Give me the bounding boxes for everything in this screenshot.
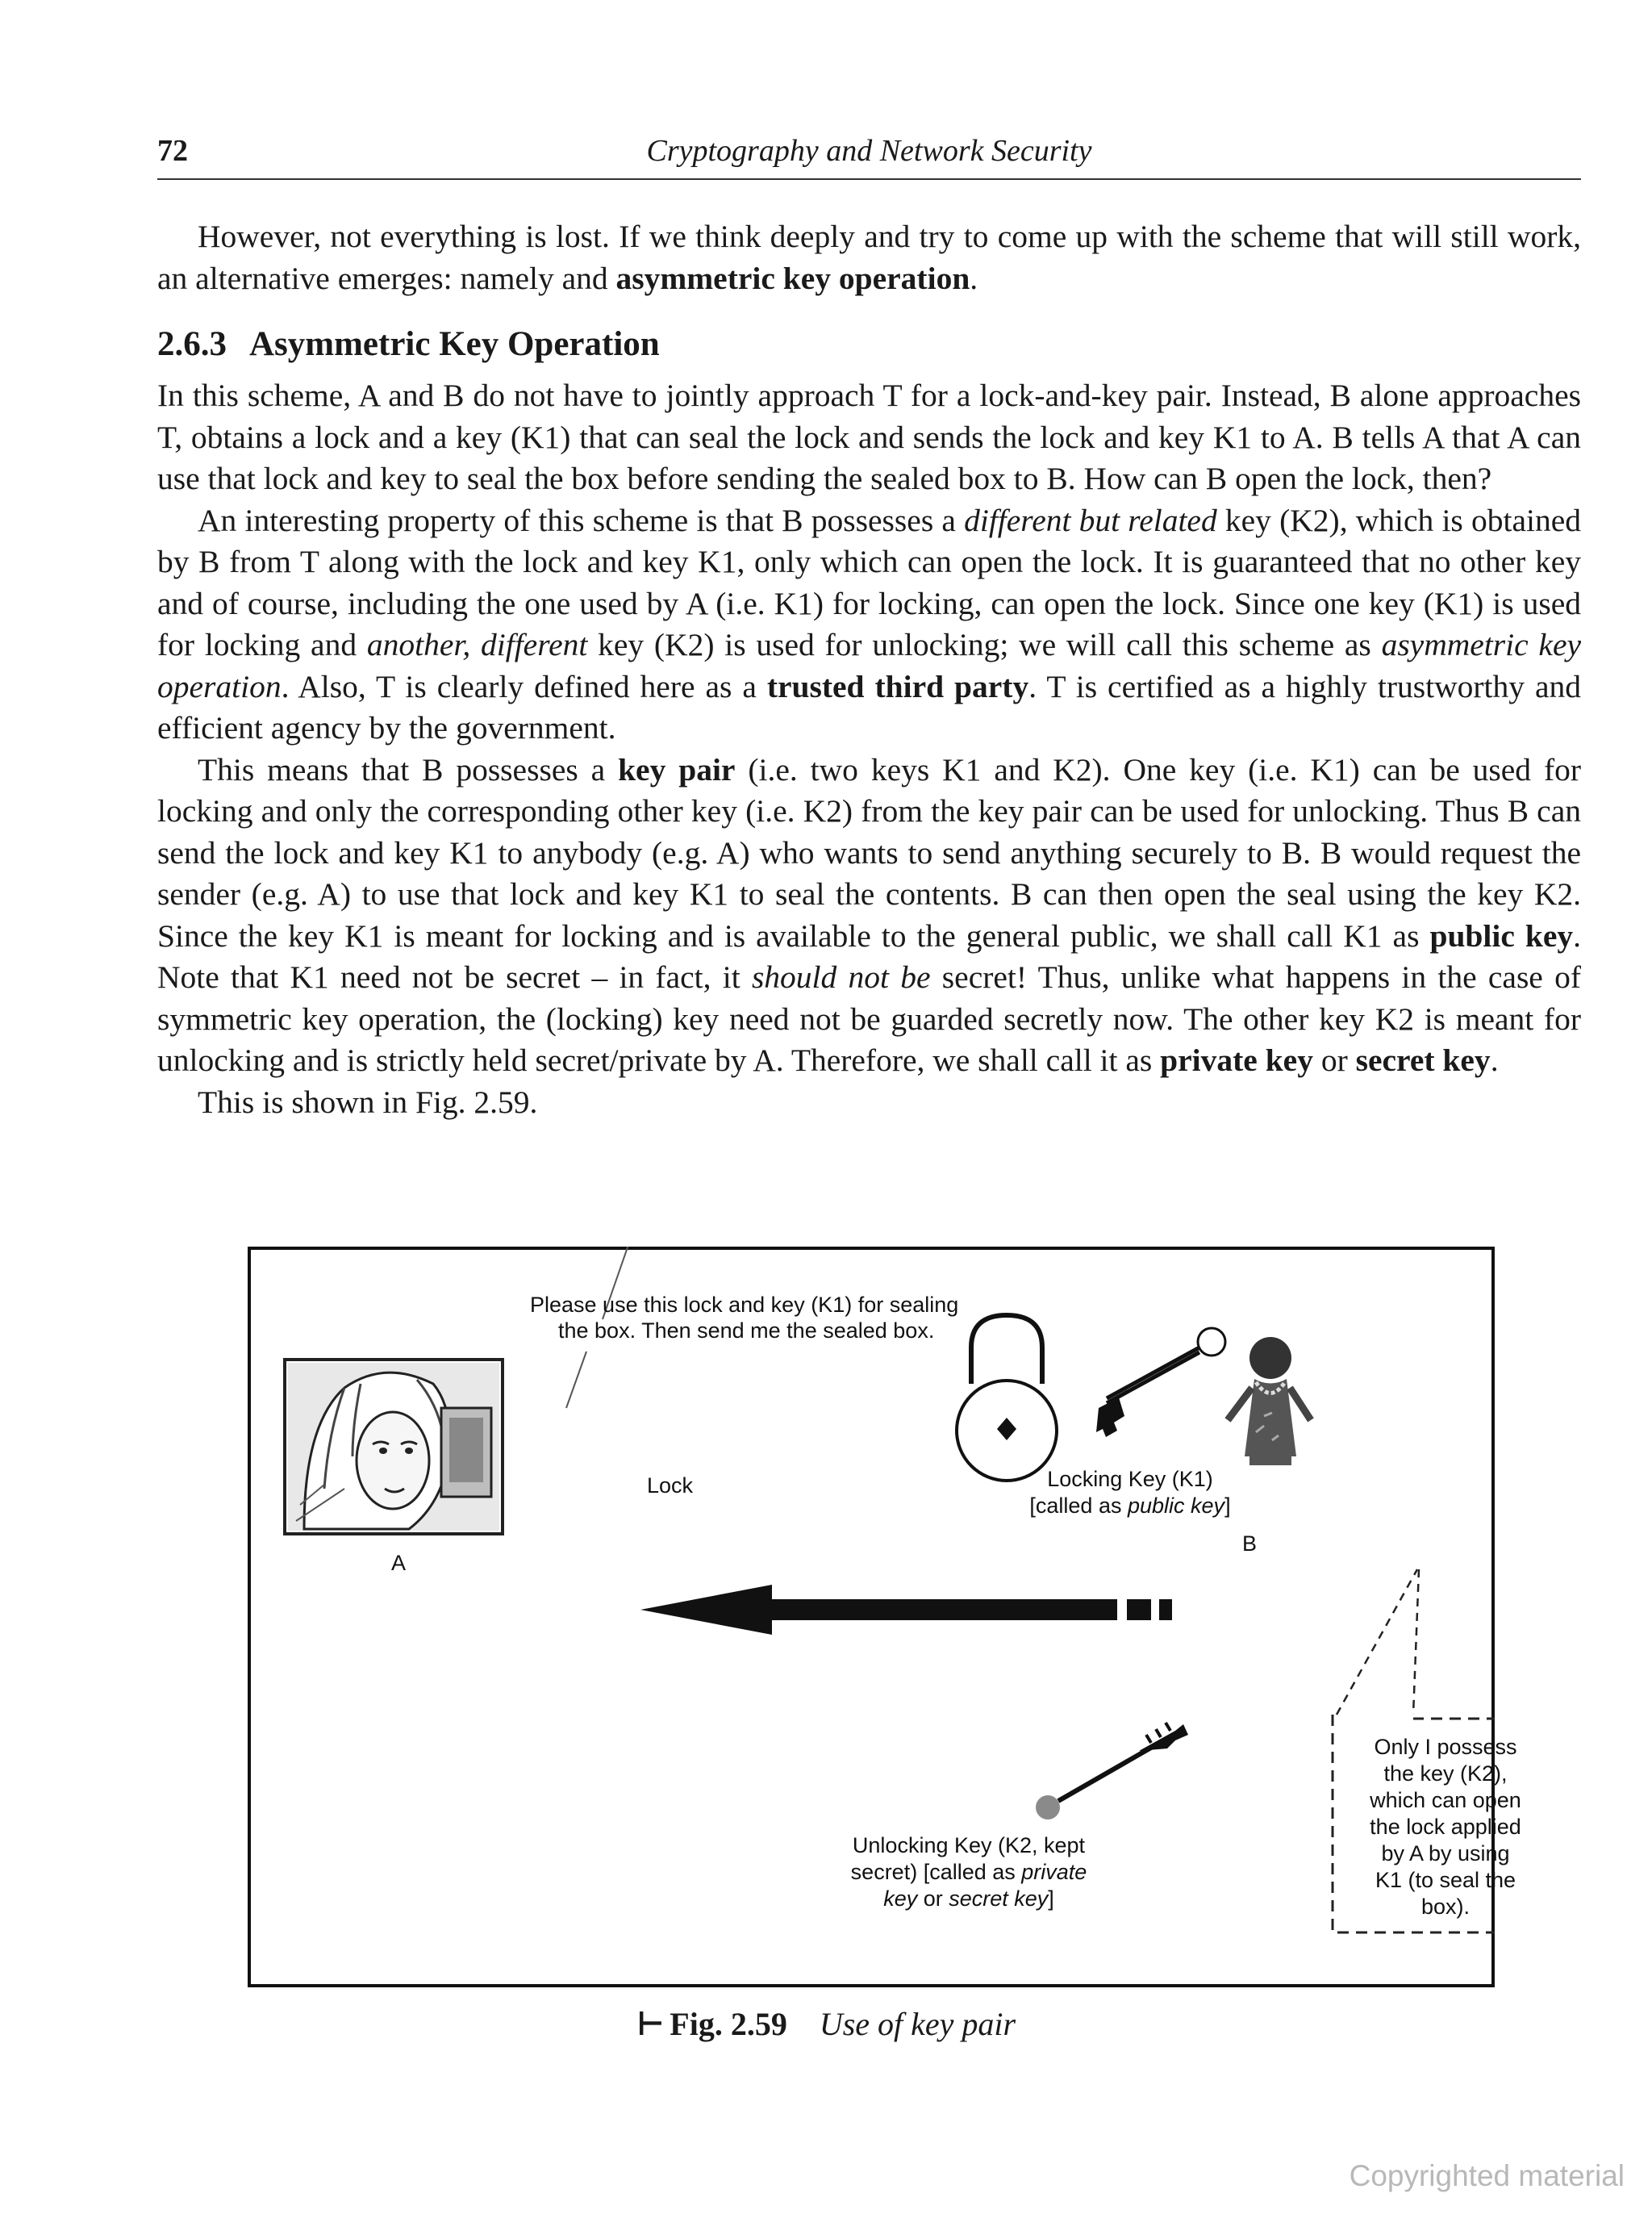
speech-line-1: Please use this lock and key (K1) for sealing: [530, 1293, 959, 1317]
term-public-key: public key: [1429, 917, 1574, 954]
term-asymmetric-key-operation: asymmetric key operation: [615, 260, 970, 296]
intro-paragraph: However, not everything is lost. If we think deeply and try to come up with the scheme that will still work, an alternative emerges: namely and asymmetric key operation.: [157, 219, 1581, 296]
paragraph-4: This is shown in Fig. 2.59.: [198, 1084, 538, 1120]
section-number: 2.6.3: [157, 325, 227, 363]
term-trusted-third-party: trusted third party: [766, 668, 1029, 704]
caption-title: Use of key pair: [819, 2006, 1016, 2042]
copyright-watermark: Copyrighted material: [1349, 2159, 1625, 2192]
term-key-pair: key pair: [618, 751, 736, 788]
unlocking-key-icon: [1036, 1723, 1188, 1819]
label-b: B: [1242, 1531, 1258, 1556]
arrow-b-to-a: [640, 1585, 1172, 1635]
note-text: Only I possess the key (K2), which can open the lock applied by A by using K1 (to seal the box).: [1370, 1735, 1521, 1919]
locking-key-label: Locking Key (K1) [called as public key]: [1029, 1467, 1231, 1518]
lock-label: Lock: [647, 1473, 694, 1498]
section-heading: [157, 324, 1581, 366]
paragraph-2: An interesting property of this scheme is that B possesses a different but related key (K2), which is obtained by B from T along with the lock and key K1, only which can open the lock. It is guaranteed that no other key and of course, including the one used by A (i.e. K1) for locking, can open the lock. Since one key (K1) is used for locking and another, different key (K2) is used for unlocking; we will call this scheme as asymmetric key operation. Also, T is clearly defined here as a trusted third party. T is certified as a highly trustworthy and efficient agency by the government.: [157, 502, 1582, 746]
paragraph-3: This means that B possesses a key pair (i.e. two keys K1 and K2). One key (i.e. K1) can be used for locking and only the corresponding other key (i.e. K2) from the key pair can be used for unlocking. Thus B can send the lock and key K1 to anybody (e.g. A) who wants to send anything securely to B. B would request the sender (e.g. A) to use that lock and key K1 to seal the contents. B can then open the seal using the key K2. Since the key K1 is meant for locking and is available to the general public, we shall call K1 as public key. Note that K1 need not be secret – in fact, it should not be secret! Thus, unlike what happens in the case of symmetric key operation, the (locking) key need not be guarded secretly now. The other key K2 is meant for unlocking and is strictly held secret/private by A. Therefore, we shall call it as private key or secret key.: [157, 751, 1582, 1078]
person-b-illustration: [1228, 1337, 1311, 1465]
figure-2-59: [248, 1247, 1521, 1987]
locking-key-icon: [1096, 1328, 1225, 1437]
page-header: [157, 133, 1581, 180]
paragraph-1: In this scheme, A and B do not have to jointly approach T for a lock-and-key pair. Instead, B alone approaches T, obtains a lock and a key (K1) that can seal the lock and sends the lock and key K1 to A. B tells A that A can use that lock and key to seal the box before sending the sealed box to B. How can B open the lock, then?: [157, 378, 1581, 496]
padlock-icon: [957, 1315, 1057, 1481]
speech-line-2: the box. Then send me the sealed box.: [558, 1318, 935, 1343]
term-private-key: private key: [1160, 1042, 1313, 1078]
unlocking-key-label: Unlocking Key (K2, kept secret) [called as private key or secret key]: [850, 1833, 1087, 1911]
person-a-illustration: [285, 1360, 503, 1534]
caption-marker: ⊢: [636, 2006, 665, 2042]
section-title: Asymmetric Key Operation: [249, 325, 660, 363]
caption-label: Fig. 2.59: [670, 2006, 787, 2042]
term-secret-key: secret key: [1355, 1042, 1491, 1078]
running-head: Cryptography and Network Security: [646, 134, 1092, 168]
label-a: A: [391, 1551, 407, 1575]
figure-caption: [0, 2005, 1652, 2043]
page-number: 72: [157, 134, 188, 168]
body-text: [157, 216, 1581, 1123]
